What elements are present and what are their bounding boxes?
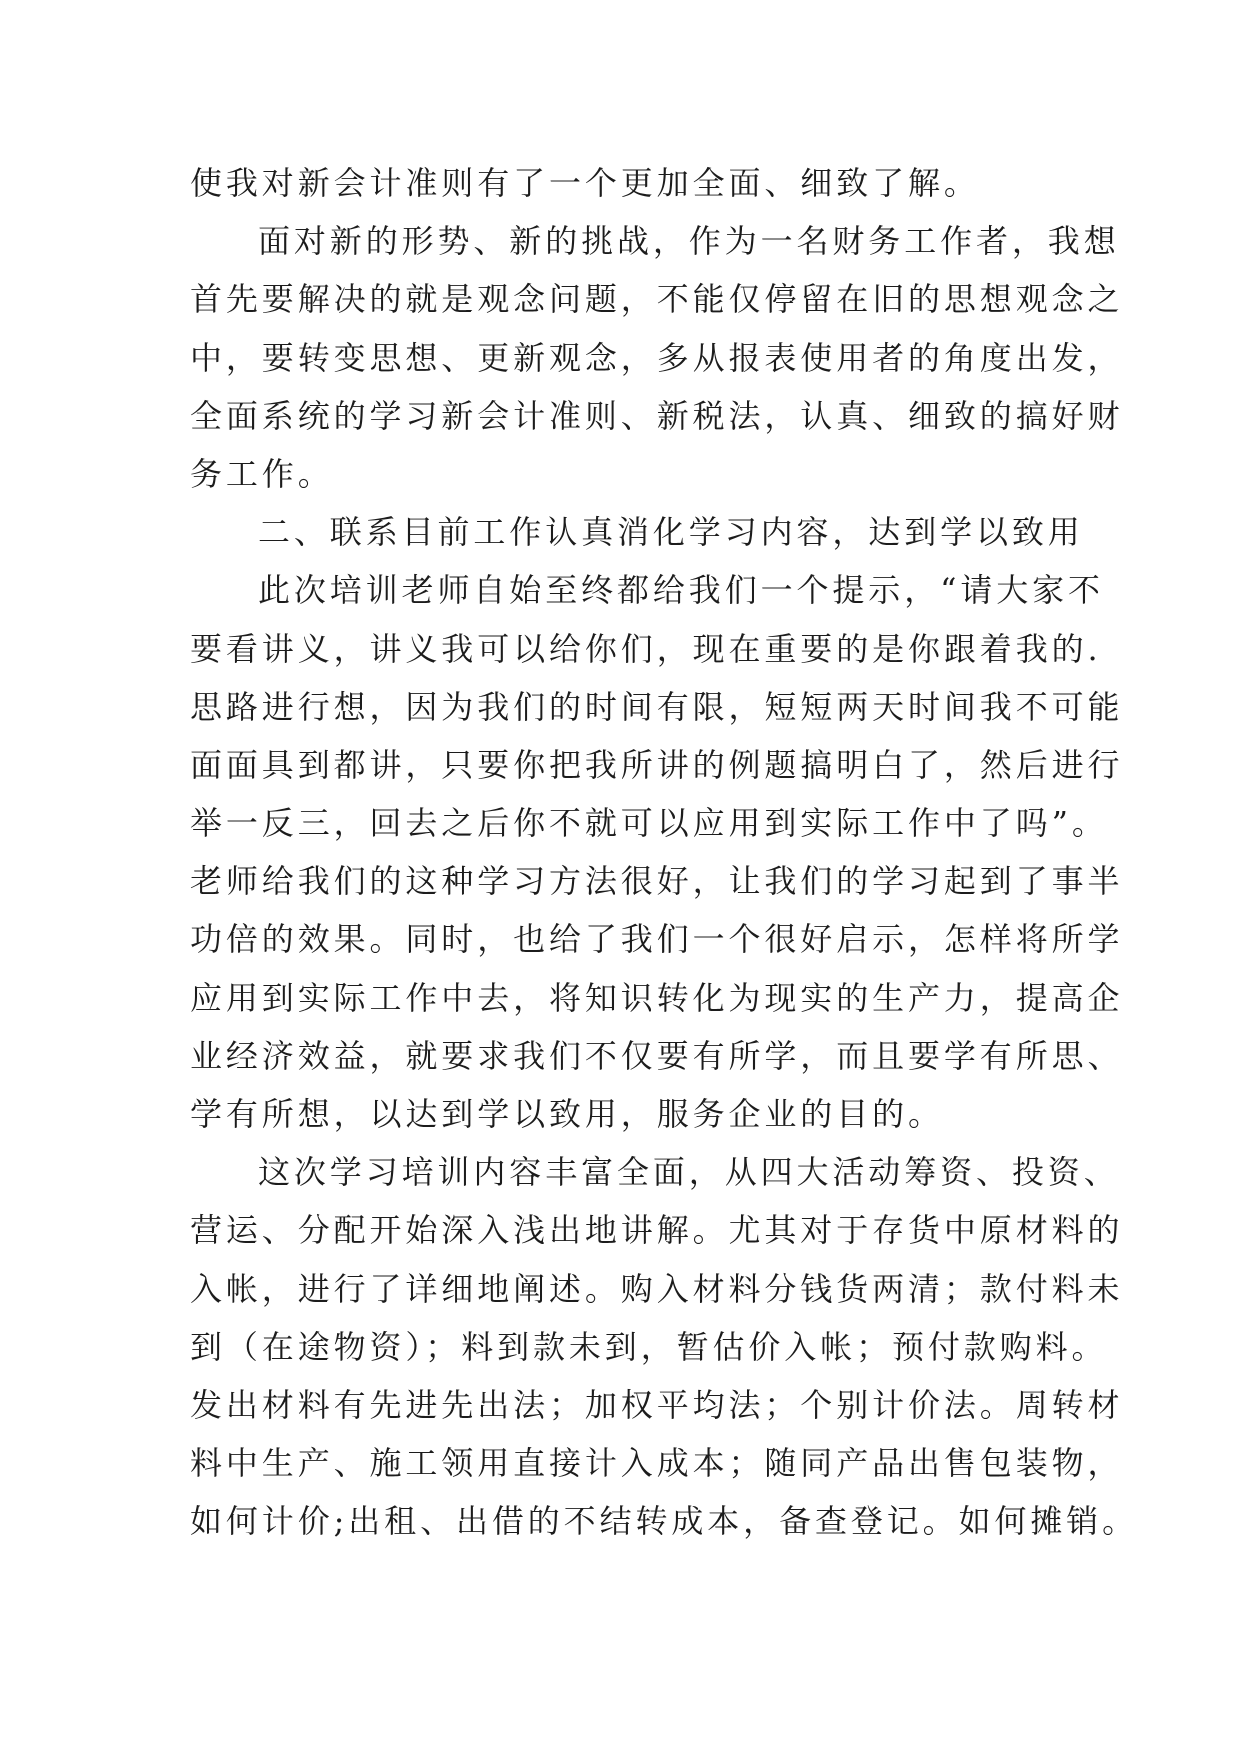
- text-line: 使我对新会计准则有了一个更加全面、细致了解。: [190, 164, 980, 202]
- text-line: 务工作。: [190, 454, 334, 493]
- text-line: 面面具到都讲，只要你把我所讲的例题搞明白了，然后进行: [190, 745, 1124, 784]
- text-line: 功倍的效果。同时，也给了我们一个很好启示，怎样将所学: [190, 920, 1124, 959]
- text-line: 老师给我们的这种学习方法很好，让我们的学习起到了事半: [190, 862, 1124, 901]
- paragraph-start-line: 这次学习培训内容丰富全面，从四大活动筹资、投资、: [258, 1153, 1120, 1192]
- text-line: 学有所想，以达到学以致用，服务企业的目的。: [190, 1095, 944, 1133]
- text-line: 举一反三，回去之后你不就可以应用到实际工作中了吗”。: [190, 804, 1108, 843]
- body-text: [190, 154, 1139, 1551]
- paragraph-start-line: 面对新的形势、新的挑战，作为一名财务工作者，我想: [258, 222, 1120, 261]
- text-line: 全面系统的学习新会计准则、新税法，认真、细致的搞好财: [190, 396, 1124, 435]
- text-line: 发出材料有先进先出法；加权平均法；个别计价法。周转材: [190, 1385, 1124, 1424]
- paragraph-start-line: 此次培训老师自始至终都给我们一个提示，“请大家不: [258, 571, 1104, 610]
- text-line: 业经济效益，就要求我们不仅要有所学，而且要学有所思、: [190, 1036, 1124, 1075]
- text-line: 到（在途物资）；料到款未到，暂估价入帐；预付款购料。: [190, 1327, 1108, 1366]
- text-line: 如何计价;出租、出借的不结转成本，备查登记。如何摊销。: [190, 1502, 1139, 1541]
- text-line: 首先要解决的就是观念问题，不能仅停留在旧的思想观念之: [190, 280, 1124, 319]
- section-heading: 二、联系目前工作认真消化学习内容，达到学以致用: [258, 513, 1084, 552]
- text-line: 思路进行想，因为我们的时间有限，短短两天时间我不可能: [190, 687, 1124, 726]
- text-line: 营运、分配开始深入浅出地讲解。尤其对于存货中原材料的: [190, 1211, 1124, 1250]
- text-line: 应用到实际工作中去，将知识转化为现实的生产力，提高企: [190, 978, 1124, 1017]
- text-line: 要看讲义，讲义我可以给你们，现在重要的是你跟着我的.: [190, 629, 1102, 668]
- text-line: 中，要转变思想、更新观念，多从报表使用者的角度出发，: [190, 338, 1124, 377]
- text-line: 入帐，进行了详细地阐述。购入材料分钱货两清；款付料未: [190, 1269, 1124, 1308]
- text-line: 料中生产、施工领用直接计入成本；随同产品出售包装物，: [190, 1444, 1124, 1483]
